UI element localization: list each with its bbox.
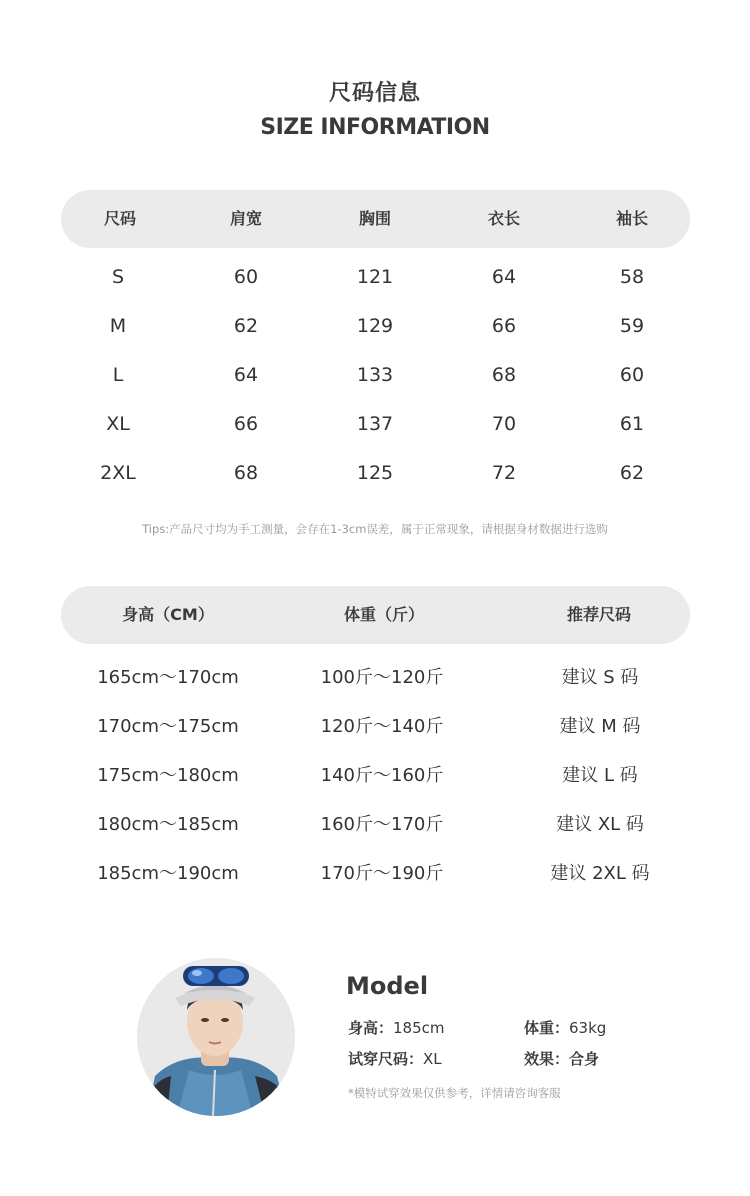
model-height-value: 185cm (393, 1019, 445, 1037)
model-size (348, 1048, 442, 1069)
header-shoulder: 肩宽 (229, 209, 262, 228)
cell-sleeve: 58 (619, 266, 645, 288)
cell-sleeve: 59 (619, 315, 645, 337)
header-weight: 体重（斤） (343, 605, 424, 624)
cell-sleeve: 61 (619, 413, 645, 435)
cell-recommend: 建议 L 码 (562, 765, 638, 786)
table-row (0, 364, 750, 404)
cell-chest: 133 (356, 364, 394, 386)
page-title-en: SIZE INFORMATION (260, 115, 490, 140)
table-row (0, 810, 750, 850)
cell-size: XL (106, 413, 130, 435)
cell-length: 64 (491, 266, 517, 288)
cell-size: S (111, 266, 125, 288)
cell-height: 185cm～190cm (97, 863, 239, 884)
cell-chest: 137 (356, 413, 394, 435)
cell-recommend: 建议 2XL 码 (550, 863, 650, 884)
model-height (348, 1017, 445, 1038)
cell-sleeve: 60 (619, 364, 645, 386)
cell-weight: 170斤～190斤 (320, 863, 444, 884)
cell-shoulder: 64 (233, 364, 259, 386)
cell-recommend: 建议 S 码 (561, 667, 639, 688)
cell-weight: 140斤～160斤 (320, 765, 444, 786)
header-chest: 胸围 (358, 209, 391, 228)
size-table-header (61, 190, 690, 248)
cell-shoulder: 62 (233, 315, 259, 337)
model-title: Model (346, 972, 429, 1000)
table-row (0, 462, 750, 502)
table-row (0, 761, 750, 801)
table-row (0, 712, 750, 752)
cell-size: L (112, 364, 124, 386)
cell-recommend: 建议 M 码 (559, 716, 641, 737)
table-row (0, 859, 750, 899)
cell-length: 72 (491, 462, 517, 484)
cell-length: 68 (491, 364, 517, 386)
model-weight-label: 体重： (524, 1019, 570, 1037)
cell-recommend: 建议 XL 码 (556, 814, 644, 835)
header-length: 衣长 (487, 209, 520, 228)
cell-chest: 121 (356, 266, 394, 288)
cell-sleeve: 62 (619, 462, 645, 484)
table-row (0, 315, 750, 355)
cell-length: 66 (491, 315, 517, 337)
model-size-label: 试穿尺码： (348, 1050, 424, 1068)
cell-height: 180cm～185cm (97, 814, 239, 835)
cell-height: 170cm～175cm (97, 716, 239, 737)
model-weight-value: 63kg (569, 1019, 607, 1037)
cell-shoulder: 68 (233, 462, 259, 484)
cell-chest: 125 (356, 462, 394, 484)
model-height-label: 身高： (348, 1019, 394, 1037)
model-fit-value: 合身 (569, 1050, 600, 1068)
header-size: 尺码 (103, 209, 136, 228)
model-note: *模特试穿效果仅供参考，详情请咨询客服 (348, 1086, 561, 1100)
model-weight (524, 1017, 606, 1038)
table-row (0, 663, 750, 703)
header-height: 身高（CM） (122, 605, 214, 624)
measurement-tips: Tips:产品尺寸均为手工测量，会存在1-3cm误差，属于正常现象，请根据身材数据进行选购 (142, 522, 608, 536)
cell-weight: 100斤～120斤 (320, 667, 444, 688)
cell-chest: 129 (356, 315, 394, 337)
cell-weight: 160斤～170斤 (320, 814, 444, 835)
table-row (0, 413, 750, 453)
model-avatar (137, 958, 295, 1116)
recommend-table-header (61, 586, 690, 644)
table-row (0, 266, 750, 306)
cell-size: M (109, 315, 127, 337)
cell-height: 175cm～180cm (97, 765, 239, 786)
cell-shoulder: 60 (233, 266, 259, 288)
header-recommend: 推荐尺码 (566, 605, 631, 624)
cell-size: 2XL (100, 462, 136, 484)
model-fit (524, 1048, 599, 1069)
header-sleeve: 袖长 (615, 209, 648, 228)
page-title-cn: 尺码信息 (328, 81, 421, 106)
cell-height: 165cm～170cm (97, 667, 239, 688)
model-fit-label: 效果： (524, 1050, 570, 1068)
cell-shoulder: 66 (233, 413, 259, 435)
cell-weight: 120斤～140斤 (320, 716, 444, 737)
cell-length: 70 (491, 413, 517, 435)
model-size-value: XL (423, 1050, 442, 1068)
